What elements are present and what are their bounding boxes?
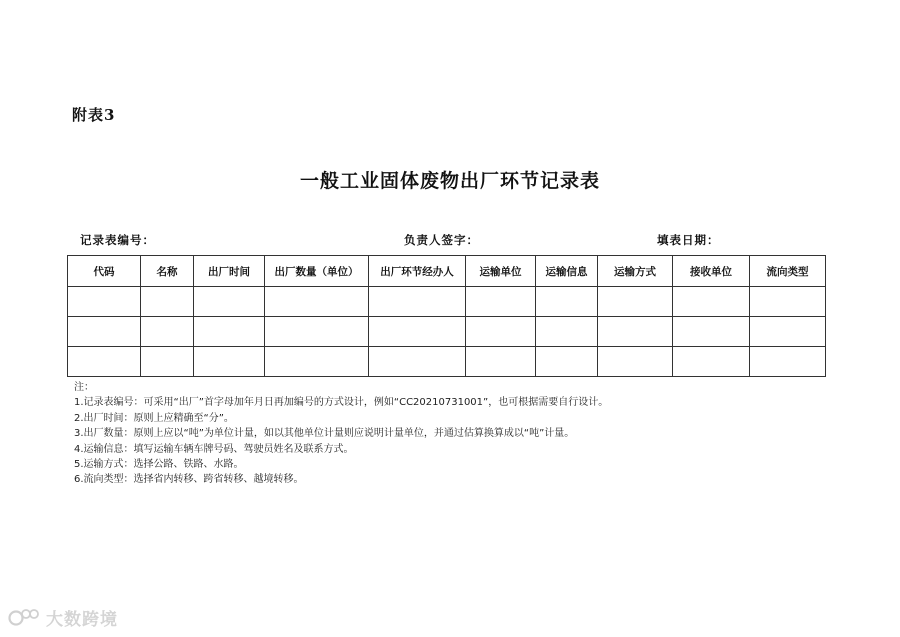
table-cell: [750, 317, 826, 347]
table-cell: [68, 317, 141, 347]
record-no-label: 记录表编号：: [80, 233, 155, 247]
table-cell: [673, 347, 750, 377]
signer-label: 负责人签字：: [404, 233, 479, 247]
header-cell-transport-mode: 运输方式: [598, 256, 673, 287]
note-item: 6.流向类型：选择省内转移、跨省转移、越境转移。: [74, 474, 304, 486]
table-row: [68, 287, 826, 317]
table-cell: [536, 287, 598, 317]
table-cell: [750, 287, 826, 317]
table-cell: [265, 317, 369, 347]
table-cell: [141, 347, 194, 377]
table-cell: [598, 287, 673, 317]
table-row: [68, 347, 826, 377]
watermark: [8, 605, 118, 629]
record-table: [67, 255, 826, 377]
table-cell: [466, 347, 536, 377]
appendix-label: 附表3: [72, 106, 116, 124]
table-cell: [598, 347, 673, 377]
table-cell: [265, 287, 369, 317]
page-title: 一般工业固体废物出厂环节记录表: [299, 170, 600, 192]
table-header-row: [68, 256, 826, 287]
table-cell: [536, 317, 598, 347]
header-cell-flow-type: 流向类型: [750, 256, 826, 287]
header-cell-exit-quantity: 出厂数量（单位）: [265, 256, 369, 287]
header-cell-name: 名称: [141, 256, 194, 287]
table-cell: [369, 317, 466, 347]
note-item: 2.出厂时间：原则上应精确至“分”。: [74, 412, 234, 424]
table-cell: [673, 287, 750, 317]
table-cell: [194, 317, 265, 347]
watermark-text: 大数跨境: [46, 609, 118, 630]
notes: [74, 380, 854, 488]
table-cell: [68, 347, 141, 377]
header-cell-transport-unit: 运输单位: [466, 256, 536, 287]
note-item: 3.出厂数量：原则上应以“吨”为单位计量，如以其他单位计量则应说明计量单位，并通过估算换算成以“吨”计量。: [74, 428, 575, 440]
notes-heading: 注：: [74, 382, 94, 393]
table-cell: [265, 347, 369, 377]
header-cell-code: 代码: [68, 256, 141, 287]
table-cell: [369, 347, 466, 377]
table-cell: [141, 287, 194, 317]
table-cell: [194, 347, 265, 377]
header-cell-receiving-unit: 接收单位: [673, 256, 750, 287]
table-cell: [536, 347, 598, 377]
table-cell: [194, 287, 265, 317]
table-cell: [750, 347, 826, 377]
table-body: [68, 287, 826, 377]
date-label: 填表日期：: [657, 233, 720, 247]
header-cell-handler: 出厂环节经办人: [369, 256, 466, 287]
table-cell: [141, 317, 194, 347]
note-item: 5.运输方式：选择公路、铁路、水路。: [74, 459, 244, 471]
table-cell: [598, 317, 673, 347]
table-row: [68, 317, 826, 347]
table-cell: [466, 317, 536, 347]
header-cell-transport-info: 运输信息: [536, 256, 598, 287]
table-cell: [466, 287, 536, 317]
header-cell-exit-time: 出厂时间: [194, 256, 265, 287]
table-cell: [673, 317, 750, 347]
watermark-logo-icon: [8, 607, 42, 627]
table-cell: [68, 287, 141, 317]
note-item: 4.运输信息：填写运输车辆车牌号码、驾驶员姓名及联系方式。: [74, 443, 354, 455]
table-cell: [369, 287, 466, 317]
note-item: 1.记录表编号：可采用“出厂”首字母加年月日再加编号的方式设计，例如“CC20210731001”，也可根据需要自行设计。: [74, 397, 609, 409]
